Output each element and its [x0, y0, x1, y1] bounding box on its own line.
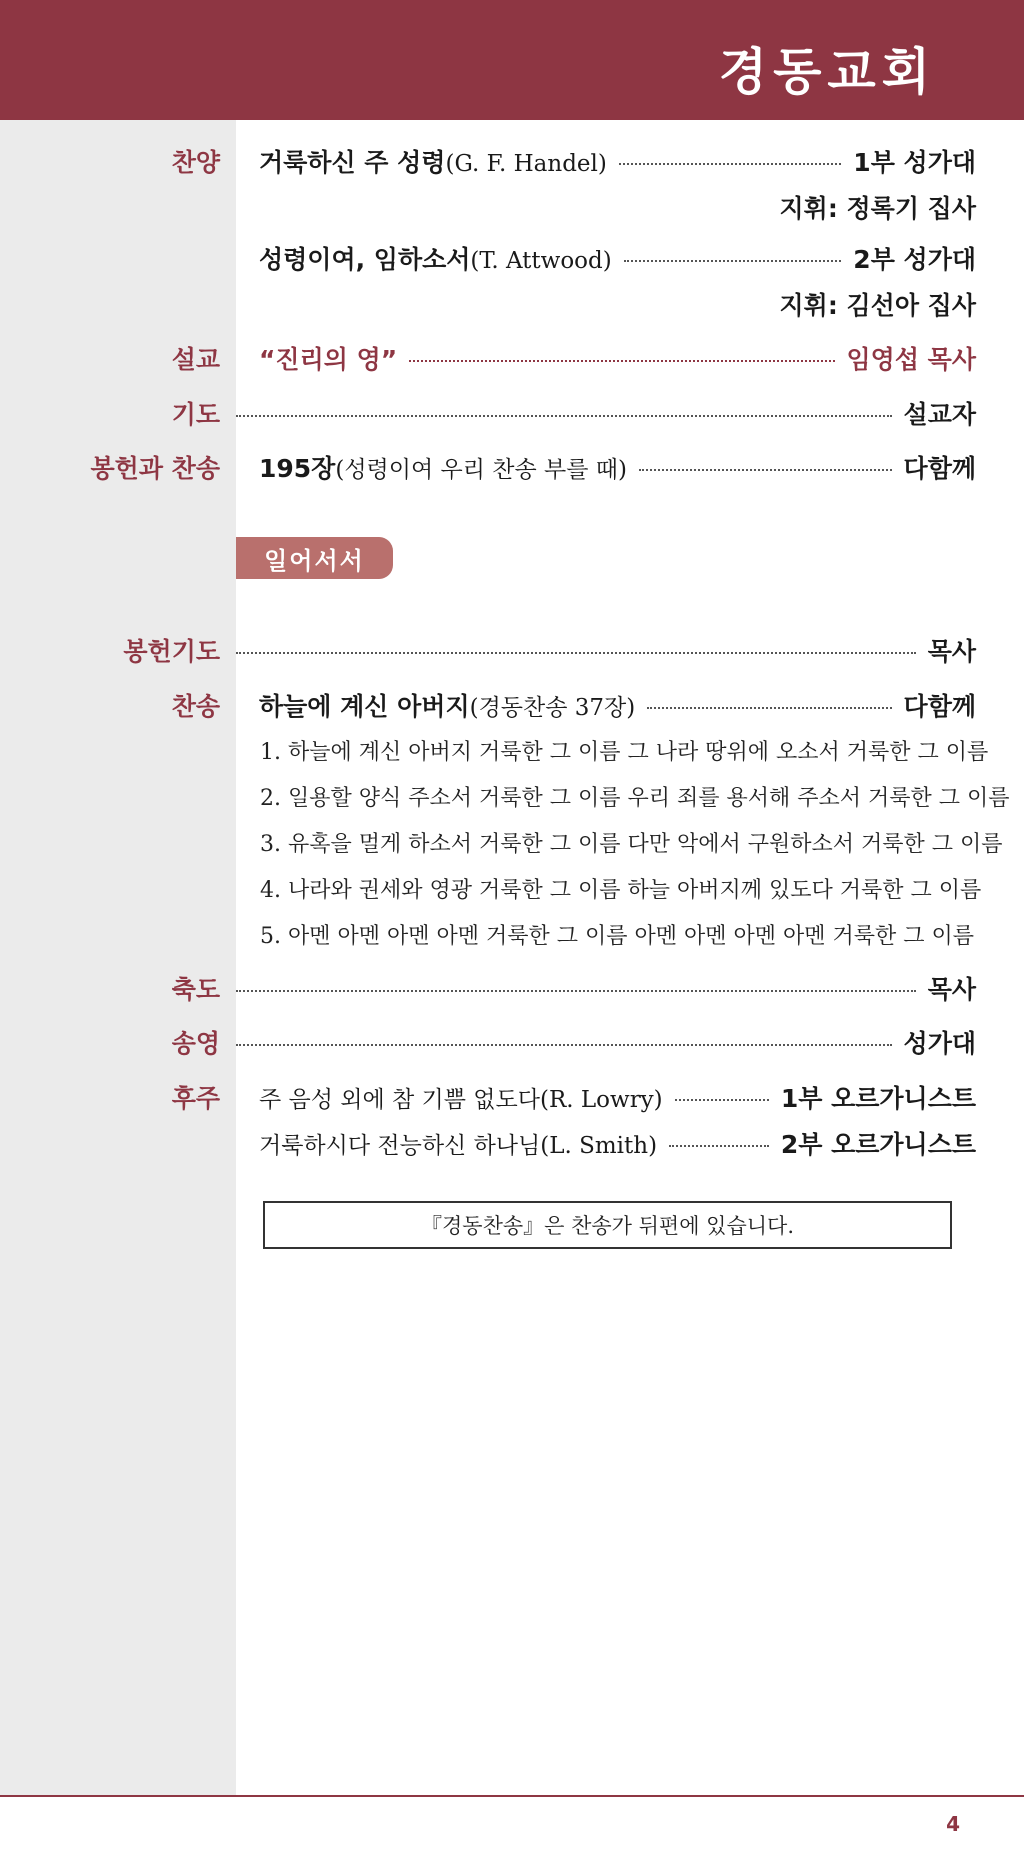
offering-row — [259, 449, 976, 485]
dot-leader — [669, 1145, 769, 1147]
dot-leader — [639, 469, 892, 471]
label-sermon: 설교 — [171, 345, 220, 374]
prayer-row — [236, 395, 976, 431]
anthem-2-conductor: 지휘: 김선아 집사 — [779, 291, 976, 320]
dot-leader — [236, 652, 916, 654]
label-anthem: 찬양 — [171, 148, 220, 177]
anthem-1-conductor: 지휘: 정록기 집사 — [779, 194, 976, 223]
page-header — [0, 0, 1024, 120]
dot-leader — [236, 415, 892, 417]
postlude-1-performer: 1부 오르가니스트 — [780, 1084, 976, 1113]
offering-hymn-title: (성령이여 우리 찬송 부를 때) — [335, 457, 627, 483]
sermon-row — [259, 340, 976, 376]
benediction-row — [236, 970, 976, 1006]
postlude-1-composer: (R. Lowry) — [539, 1087, 663, 1113]
label-offering: 봉헌과 찬송 — [90, 454, 220, 483]
offering-prayer-leader: 목사 — [927, 637, 976, 666]
benediction-leader: 목사 — [927, 975, 976, 1004]
dot-leader — [624, 260, 842, 262]
label-benediction: 축도 — [171, 975, 220, 1004]
postlude-1-title: 주 음성 외에 참 기쁨 없도다 — [259, 1087, 540, 1113]
sermon-preacher: 임영섭 목사 — [846, 345, 976, 374]
dot-leader — [647, 707, 891, 709]
anthem-row-2 — [259, 240, 976, 276]
dot-leader — [236, 990, 916, 992]
dot-leader — [236, 1044, 892, 1046]
offering-hymn-number: 195장 — [259, 454, 336, 483]
hymn-number: (경동찬송 37장) — [469, 695, 636, 721]
church-name: 경동교회 — [718, 43, 936, 101]
response-performer: 성가대 — [903, 1029, 976, 1058]
dot-leader — [619, 163, 841, 165]
hymnal-note-text: 『경동찬송』은 찬송가 뒤편에 있습니다. — [421, 1214, 794, 1238]
anthem-row-1 — [259, 143, 976, 179]
sermon-title: “진리의 영” — [259, 345, 398, 374]
prayer-leader: 설교자 — [903, 400, 976, 429]
hymn-verse-4: 4. 나라와 권세와 영광 거룩한 그 이름 하늘 아버지께 있도다 거룩한 그 이름 — [260, 878, 982, 903]
postlude-row-1 — [259, 1079, 976, 1115]
label-offering-prayer: 봉헌기도 — [123, 637, 220, 666]
label-hymn: 찬송 — [171, 692, 220, 721]
label-response: 송영 — [171, 1029, 220, 1058]
hymn-row — [259, 687, 976, 723]
anthem-2-performer: 2부 성가대 — [853, 245, 976, 274]
standing-badge: 일어서서 — [236, 537, 393, 579]
footer-rule — [0, 1795, 1024, 1797]
hymn-title: 하늘에 계신 아버지 — [259, 692, 470, 721]
hymnal-note — [263, 1201, 952, 1249]
label-prayer: 기도 — [171, 400, 220, 429]
anthem-2-composer: (T. Attwood) — [470, 248, 612, 274]
hymn-participants: 다함께 — [903, 692, 976, 721]
anthem-1-composer: (G. F. Handel) — [445, 151, 607, 177]
hymn-verse-1: 1. 하늘에 계신 아버지 거룩한 그 이름 그 나라 땅위에 오소서 거룩한 그 이름 — [260, 740, 989, 765]
anthem-1-title: 거룩하신 주 성령 — [259, 148, 446, 177]
postlude-2-title: 거룩하시다 전능하신 하나님 — [259, 1133, 541, 1159]
hymn-verse-3: 3. 유혹을 멀게 하소서 거룩한 그 이름 다만 악에서 구원하소서 거룩한 그 이름 — [260, 832, 1003, 857]
page-number: 4 — [946, 1812, 960, 1836]
dot-leader — [409, 360, 834, 362]
dot-leader — [675, 1099, 769, 1101]
offering-prayer-row — [236, 632, 976, 668]
postlude-2-composer: (L. Smith) — [540, 1133, 658, 1159]
postlude-2-performer: 2부 오르가니스트 — [780, 1130, 976, 1159]
offering-participants: 다함께 — [903, 454, 976, 483]
hymn-verse-2: 2. 일용할 양식 주소서 거룩한 그 이름 우리 죄를 용서해 주소서 거룩한 그 이름 — [260, 786, 1010, 811]
label-postlude: 후주 — [171, 1084, 220, 1113]
hymn-verse-5: 5. 아멘 아멘 아멘 아멘 거룩한 그 이름 아멘 아멘 아멘 아멘 거룩한 그 이름 — [260, 924, 974, 949]
postlude-row-2 — [259, 1125, 976, 1161]
anthem-2-title: 성령이여, 임하소서 — [259, 245, 471, 274]
response-row — [236, 1024, 976, 1060]
anthem-1-performer: 1부 성가대 — [853, 148, 976, 177]
